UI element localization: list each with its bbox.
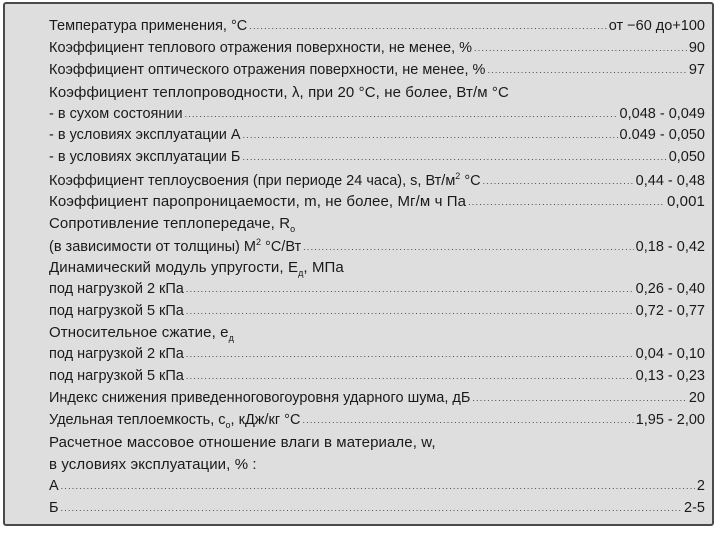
list-item bbox=[49, 346, 705, 368]
leader-dots bbox=[483, 176, 634, 186]
label-subscript: д bbox=[228, 333, 234, 344]
property-label: в условиях эксплуатации, % : bbox=[49, 455, 257, 473]
property-value: 0,26 - 0,40 bbox=[635, 280, 705, 297]
property-value: 0,13 - 0,23 bbox=[635, 368, 705, 385]
property-label: Температура применения, °С bbox=[49, 18, 248, 34]
leader-dots bbox=[303, 242, 634, 252]
list-item bbox=[49, 303, 705, 325]
property-label: - в сухом состоянии bbox=[49, 105, 183, 122]
list-item bbox=[49, 412, 705, 434]
label-unit: °С/Вт bbox=[261, 238, 302, 255]
property-label: Расчетное массовое отношение влаги в материале, w, bbox=[49, 433, 436, 451]
property-label bbox=[49, 171, 481, 189]
label-superscript: 2 bbox=[255, 236, 261, 247]
property-value: 0,44 - 0,48 bbox=[635, 173, 705, 190]
label-unit: , кДж/кг °С bbox=[230, 412, 301, 429]
list-item bbox=[49, 106, 705, 128]
property-value: 0,72 - 0,77 bbox=[635, 302, 705, 319]
list-item-heading bbox=[49, 84, 705, 106]
label-text: (в зависимости от толщины) М bbox=[49, 238, 256, 255]
label-unit: °С bbox=[460, 173, 481, 190]
property-value: 90 bbox=[688, 39, 705, 56]
property-label: под нагрузкой 5 кПа bbox=[49, 302, 184, 319]
property-label bbox=[49, 412, 300, 430]
label-text: Коэффициент теплоусвоения (при периоде 24 часа), s, Вт/м bbox=[49, 173, 456, 190]
property-value: 0,04 - 0,10 bbox=[635, 346, 705, 363]
list-item bbox=[49, 237, 705, 259]
list-item bbox=[49, 281, 705, 303]
property-label: - в условиях эксплуатации А bbox=[49, 127, 241, 144]
property-label bbox=[49, 259, 705, 278]
label-text: Сопротивление теплопередаче, R bbox=[49, 215, 291, 233]
label-text: Динамический модуль упругости, Е bbox=[49, 258, 299, 276]
label-superscript: 2 bbox=[455, 171, 461, 182]
property-label bbox=[49, 215, 705, 234]
property-label: Коэффициент теплового отражения поверхности, не менее, % bbox=[49, 39, 473, 56]
leader-dots bbox=[185, 109, 618, 119]
property-label: - в условиях эксплуатации Б bbox=[49, 149, 241, 166]
list-item bbox=[49, 149, 705, 171]
property-value: 1,95 - 2,00 bbox=[635, 412, 705, 429]
list-item bbox=[49, 18, 705, 40]
list-item bbox=[49, 368, 705, 390]
list-item-heading bbox=[49, 215, 705, 237]
property-value: от −60 до+100 bbox=[608, 18, 705, 34]
property-value: 2-5 bbox=[684, 499, 705, 516]
property-label: Б bbox=[49, 499, 59, 516]
leader-dots bbox=[61, 503, 683, 513]
properties-list bbox=[49, 18, 705, 521]
list-item-heading bbox=[49, 324, 705, 346]
leader-dots bbox=[186, 371, 634, 381]
property-label: Коэффициент паропроницаемости, m, не более, Мг/м ч Па bbox=[49, 193, 467, 211]
list-item bbox=[49, 127, 705, 149]
list-item-heading bbox=[49, 456, 705, 478]
property-label: под нагрузкой 2 кПа bbox=[49, 280, 184, 297]
property-value: 0,18 - 0,42 bbox=[635, 238, 705, 255]
property-label: Индекс снижения приведенноговогоуровня ударного шума, дБ bbox=[49, 390, 471, 407]
label-text: Удельная теплоемкость, с bbox=[49, 412, 226, 429]
property-value: 0.049 - 0,050 bbox=[619, 127, 705, 144]
leader-dots bbox=[302, 415, 633, 425]
property-value: 0,050 bbox=[668, 149, 705, 166]
leader-dots bbox=[186, 284, 634, 294]
label-text: Относительное сжатие, е bbox=[49, 324, 229, 342]
property-value: 20 bbox=[688, 390, 705, 407]
property-label: под нагрузкой 2 кПа bbox=[49, 346, 184, 363]
label-subscript: о bbox=[225, 419, 231, 430]
leader-dots bbox=[186, 306, 634, 316]
property-value: 2 bbox=[696, 477, 705, 494]
leader-dots bbox=[468, 197, 665, 207]
list-item bbox=[49, 171, 705, 193]
list-item bbox=[49, 500, 705, 522]
list-item bbox=[49, 40, 705, 62]
property-label: А bbox=[49, 477, 59, 494]
list-item bbox=[49, 390, 705, 412]
property-label bbox=[49, 324, 705, 343]
properties-panel bbox=[3, 2, 714, 526]
list-item bbox=[49, 478, 705, 500]
list-item bbox=[49, 62, 705, 84]
property-label bbox=[49, 237, 301, 255]
label-unit: , МПа bbox=[303, 258, 344, 276]
leader-dots bbox=[186, 349, 634, 359]
leader-dots bbox=[474, 43, 687, 53]
list-item-heading bbox=[49, 259, 705, 281]
property-label: Коэффициент теплопроводности, λ, при 20 °С, не более, Вт/м °С bbox=[49, 83, 509, 101]
label-subscript: о bbox=[290, 224, 296, 235]
leader-dots bbox=[249, 21, 607, 31]
property-label: под нагрузкой 5 кПа bbox=[49, 368, 184, 385]
property-value: 0,001 bbox=[666, 193, 705, 211]
leader-dots bbox=[243, 130, 618, 140]
list-item-heading bbox=[49, 434, 705, 456]
leader-dots bbox=[61, 481, 695, 491]
list-item bbox=[49, 193, 705, 215]
leader-dots bbox=[487, 65, 686, 75]
label-subscript: д bbox=[298, 267, 304, 278]
property-value: 97 bbox=[688, 61, 705, 78]
leader-dots bbox=[472, 393, 687, 403]
leader-dots bbox=[242, 152, 666, 162]
property-value: 0,048 - 0,049 bbox=[619, 105, 705, 122]
property-label: Коэффициент оптического отражения поверхности, не менее, % bbox=[49, 61, 486, 78]
